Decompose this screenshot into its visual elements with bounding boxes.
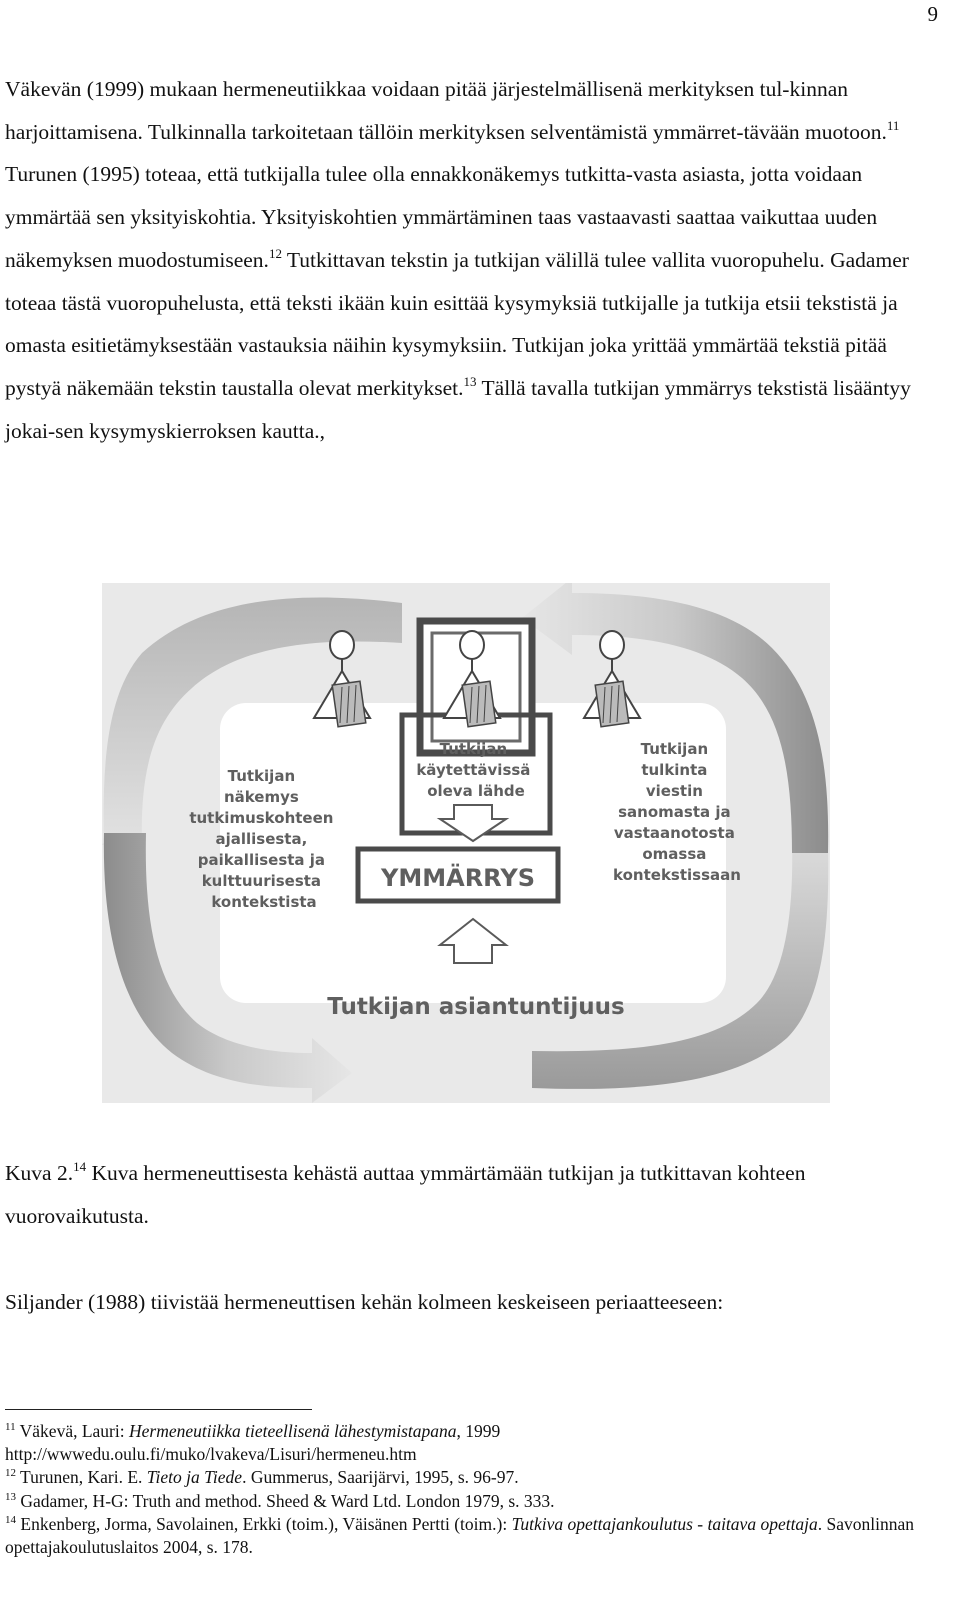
footnote-text: Gadamer, H-G: Truth and method. Sheed & Ward Ltd. London 1979, s. 333. bbox=[16, 1490, 555, 1511]
understanding-label: YMMÄRRYS bbox=[380, 864, 536, 892]
footnote-14 bbox=[5, 1513, 940, 1559]
hermeneutic-circle-figure bbox=[102, 583, 830, 1103]
footnote-text: Turunen, Kari. E. bbox=[16, 1467, 147, 1488]
footnote-12 bbox=[5, 1466, 940, 1489]
caption-text: Kuva hermeneuttisesta kehästä auttaa ymmärtämään tutkijan ja tutkittavan kohteen vuorovaikutusta. bbox=[5, 1161, 806, 1228]
footnote-11 bbox=[5, 1420, 940, 1466]
figure-caption bbox=[5, 1152, 940, 1237]
footnote-ref[interactable]: 11 bbox=[886, 117, 900, 133]
caption-prefix: Kuva 2. bbox=[5, 1161, 74, 1185]
page-number: 9 bbox=[927, 2, 938, 26]
footnote-title: Hermeneutiikka tieteellisenä lähestymistapana bbox=[128, 1421, 457, 1441]
footnote-title: Tieto ja Tiede bbox=[146, 1467, 243, 1488]
footnote-number: 13 bbox=[5, 1490, 16, 1503]
footnote-divider bbox=[5, 1409, 312, 1410]
paragraph-sentence: Tutkittavan tekstin ja tutkijan välillä tulee vallita vuoropuhelu. Gadamer toteaa tästä vuoropuhelusta, että teksti ikään kuin esittää kysymyksiä tutkijalle ja tutkija etsii tekstistä ja omasta esitietämyksestään vastauksia näihin kysymyksiin. Tutkijan joka yrittää ymmärtää tekstiä pitää pystyä näkemään tekstin taustalla olevat merkitykset. bbox=[5, 247, 909, 400]
expertise-label: Tutkijan asiantuntijuus bbox=[327, 994, 625, 1020]
right-label: Tutkijan tulkinta viestin sanomasta ja vastaanotosta omassa kontekstissaan bbox=[613, 740, 741, 884]
footnote-ref[interactable]: 13 bbox=[463, 373, 477, 389]
footnote-text: . Savonlinnan opettajakoulutuslaitos 2004, s. 178. bbox=[5, 1513, 915, 1558]
paragraph-siljander: Siljander (1988) tiivistää hermeneuttisen kehän kolmeen keskeiseen periaatteeseen: bbox=[5, 1290, 724, 1314]
footnote-13 bbox=[5, 1490, 940, 1513]
paragraph-sentence: Tällä tavalla tutkijan ymmärrys tekstistä lisääntyy jokai-sen kysymyskierroksen kautta., bbox=[5, 375, 911, 443]
footnote-number: 11 bbox=[5, 1421, 16, 1433]
left-label: Tutkijan näkemys tutkimuskohteen ajallisesta, paikallisesta ja kulttuurisesta kontekstista bbox=[189, 767, 334, 911]
footnote-url[interactable]: http://wwwedu.oulu.fi/muko/lvakeva/Lisuri/hermeneu.htm bbox=[5, 1444, 417, 1465]
footnote-number: 12 bbox=[5, 1467, 16, 1480]
footnote-ref[interactable]: 14 bbox=[73, 1159, 87, 1174]
paragraph-sentence: Turunen (1995) toteaa, että tutkijalla tulee olla ennakkonäkemys tutkitta-vasta asiasta, jotta voidaan ymmärtää sen yksityiskohtia. Yksityiskohtien ymmärtäminen taas vastaavasti saattaa vaikuttaa uuden näkemyksen muodostumiseen. bbox=[5, 162, 878, 272]
footnote-text: . Gummerus, Saarijärvi, 1995, s. 96-97. bbox=[242, 1467, 519, 1488]
hermeneutic-circle-diagram bbox=[102, 583, 830, 1103]
center-label: Tutkijan käytettävissä oleva lähde bbox=[416, 740, 531, 800]
paragraph-sentence: Väkevän (1999) mukaan hermeneutiikkaa voidaan pitää järjestelmällisenä merkityksen tul-kinnan harjoittamisena. Tulkinnalla tarkoitetaan tällöin merkityksen selventämistä ymmärret-tävään muotoon. bbox=[5, 77, 887, 144]
footnote-ref[interactable]: 12 bbox=[268, 245, 282, 261]
footnote-number: 14 bbox=[5, 1513, 16, 1526]
footnote-text: Väkevä, Lauri: bbox=[15, 1421, 129, 1441]
paragraph-hermeneutics bbox=[5, 68, 940, 452]
footnotes bbox=[5, 1420, 940, 1559]
footnote-text: Enkenberg, Jorma, Savolainen, Erkki (toim.), Väisänen Pertti (toim.): bbox=[16, 1513, 512, 1534]
footnote-title: Tutkiva opettajankoulutus - taitava opettaja bbox=[511, 1513, 818, 1534]
footnote-text: , 1999 bbox=[456, 1421, 501, 1441]
